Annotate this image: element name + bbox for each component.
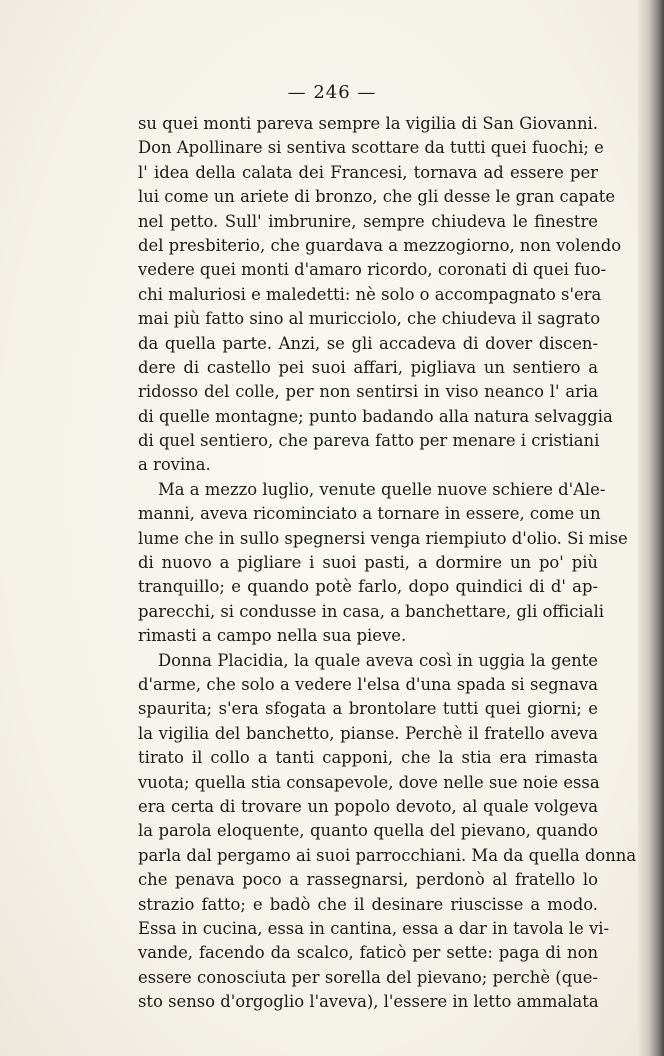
text-line: di quel sentiero, che pareva fatto per menare i cristiani xyxy=(138,431,600,451)
text-line: nel petto. Sull' imbrunire, sempre chiudeva le finestre xyxy=(138,211,598,231)
text-line: vande, facendo da scalco, faticò per sette: paga di non xyxy=(138,943,598,963)
text-line: l' idea della calata dei Francesi, tornava ad essere per xyxy=(138,162,598,182)
text-line: manni, aveva ricominciato a tornare in essere, come un xyxy=(138,504,601,524)
text-line: tranquillo; e quando potè farlo, dopo quindici di d' ap- xyxy=(138,577,598,597)
text-line: era certa di trovare un popolo devoto, al quale volgeva xyxy=(138,796,598,816)
text-line: che penava poco a rassegnarsi, perdonò al fratello lo xyxy=(138,870,598,890)
text-line: lume che in sullo spegnersi venga riempiuto d'olio. Si mise xyxy=(138,528,628,548)
page-number-header: — 246 — xyxy=(287,82,377,103)
text-line: strazio fatto; e badò che il desinare riuscisse a modo. xyxy=(138,894,598,914)
text-line: di nuovo a pigliare i suoi pasti, a dormire un po' più xyxy=(138,553,598,573)
text-line: lui come un ariete di bronzo, che gli desse le gran capate xyxy=(138,187,616,207)
text-line: parecchi, si condusse in casa, a banchettare, gli officiali xyxy=(138,601,604,621)
text-line: di quelle montagne; punto badando alla natura selvaggia xyxy=(138,406,613,426)
text-line: essere conosciuta per sorella del pievano; perchè (que- xyxy=(138,967,598,987)
text-line: a rovina. xyxy=(138,455,211,475)
text-line: d'arme, che solo a vedere l'elsa d'una spada si segnava xyxy=(138,674,598,694)
paragraph xyxy=(138,649,637,1015)
text-line: Essa in cucina, essa in cantina, essa a dar in tavola le vi- xyxy=(138,918,609,938)
text-line: tirato il collo a tanti capponi, che la stia era rimasta xyxy=(138,748,598,768)
text-line: mai più fatto sino al muricciolo, che chiudeva il sagrato xyxy=(138,309,601,329)
text-line: vuota; quella stia consapevole, dove nelle sue noie essa xyxy=(138,772,600,792)
text-line: da quella parte. Anzi, se gli accadeva di dover discen- xyxy=(138,333,598,353)
paragraph xyxy=(138,112,622,478)
text-line: sto senso d'orgoglio l'aveva), l'essere in letto ammalata xyxy=(138,992,599,1012)
text-line: Ma a mezzo luglio, venute quelle nuove schiere d'Ale- xyxy=(158,479,606,499)
text-line: chi maluriosi e maledetti: nè solo o accompagnato s'era xyxy=(138,284,602,304)
text-line: del presbiterio, che guardava a mezzogiorno, non volendo xyxy=(138,235,622,255)
text-line: ridosso del colle, per non sentirsi in viso neanco l' aria xyxy=(138,382,598,402)
text-line: vedere quei monti d'amaro ricordo, coronati di quei fuo- xyxy=(138,260,607,280)
text-line: su quei monti pareva sempre la vigilia di San Giovanni. xyxy=(138,114,598,133)
page-spine-shadow xyxy=(638,0,664,1056)
text-line: Donna Placidia, la quale aveva così in uggia la gente xyxy=(158,650,598,670)
page-body-text xyxy=(138,112,637,1014)
paragraph xyxy=(138,478,628,649)
text-line: rimasti a campo nella sua pieve. xyxy=(138,626,407,646)
text-line: parla dal pergamo ai suoi parrocchiani. Ma da quella donna xyxy=(138,845,637,865)
text-line: dere di castello pei suoi affari, pigliava un sentiero a xyxy=(138,357,598,377)
text-line: la vigilia del banchetto, pianse. Perchè il fratello aveva xyxy=(138,723,598,743)
text-line: spaurita; s'era sfogata a brontolare tutti quei giorni; e xyxy=(138,699,598,719)
text-line: Don Apollinare si sentiva scottare da tutti quei fuochi; e xyxy=(138,138,604,158)
text-line: la parola eloquente, quanto quella del pievano, quando xyxy=(138,821,598,841)
